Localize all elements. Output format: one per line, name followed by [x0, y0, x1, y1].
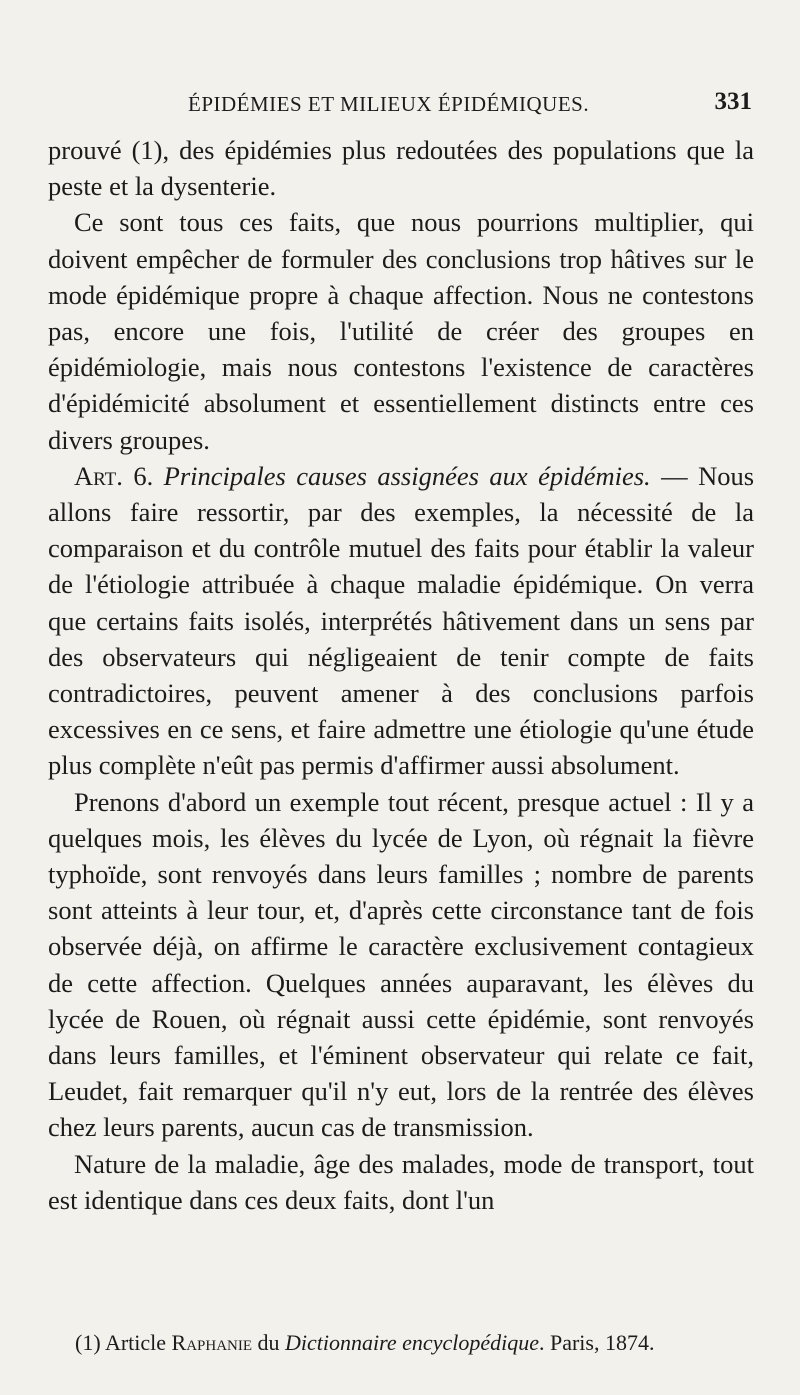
- paragraph-continuation: prouvé (1), des épidémies plus redoutées des populations que la peste et la dysenterie.: [48, 135, 754, 202]
- footnote: [75, 1328, 765, 1358]
- footnote-entry-label: Raphanie: [171, 1330, 253, 1355]
- paragraph-example-lyon: Prenons d'abord un exemple tout récent, presque actuel : Il y a quelques mois, les élèves du lycée de Lyon, où régnait la fièvre typhoïde, sont renvoyés dans leurs familles ; nombre de parents sont atteints à leur tour, et, d'après cette circonstance tant de fois observée déjà, on affirme le caractère exclusivement contagieux de cette affection. Quelques années auparavant, les élèves du lycée de Rouen, où régnait aussi cette épidémie, sont renvoyés dans leurs familles, et l'éminent observateur qui relate ce fait, Leudet, fait remarquer qu'il n'y eut, lors de la rentrée des élèves chez leurs parents, aucun cas de transmission.: [48, 786, 754, 1143]
- footnote-suffix: . Paris, 1874.: [538, 1330, 655, 1355]
- running-title: ÉPIDÉMIES ET MILIEUX ÉPIDÉMIQUES.: [188, 92, 590, 116]
- page-number: 331: [714, 88, 752, 115]
- article-label: Art. 6.: [74, 460, 154, 491]
- paragraph-article-6: [48, 458, 754, 784]
- footnote-marker: (1): [75, 1330, 101, 1355]
- running-head: [48, 88, 752, 128]
- body-text: [48, 132, 754, 1218]
- footnote-dictionary-title: Dictionnaire encyclopédique: [285, 1330, 539, 1355]
- paragraph-nature: Nature de la maladie, âge des malades, mode de transport, tout est identique dans ces deux faits, dont l'un: [48, 1148, 754, 1215]
- footnote-middle: du: [252, 1330, 286, 1355]
- article-title: Principales causes assignées aux épidémies.: [163, 460, 651, 491]
- footnote-prefix: Article: [100, 1330, 172, 1355]
- paragraph-conclusions: Ce sont tous ces faits, que nous pourrions multiplier, qui doivent empêcher de formuler des conclusions trop hâtives sur le mode épidémique propre à chaque affection. Nous ne contestons pas, encore une fois, l'utilité de créer des groupes en épidémiologie, mais nous contestons l'existence de caractères d'épidémicité absolument et essentiellement distincts entre ces divers groupes.: [48, 207, 754, 455]
- article-text: — Nous allons faire ressortir, par des exemples, la nécessité de la comparaison et du contrôle mutuel des faits pour établir la valeur de l'étiologie attribuée à chaque maladie épidémique. On verra que certains faits isolés, interprétés hâtivement dans un sens par des observateurs qui négligeaient de tenir compte de faits contradictoires, peuvent amener à des conclusions parfois excessives en ce sens, et faire admettre une étiologie qu'une étude plus complète n'eût pas permis d'affirmer aussi absolument.: [48, 460, 755, 781]
